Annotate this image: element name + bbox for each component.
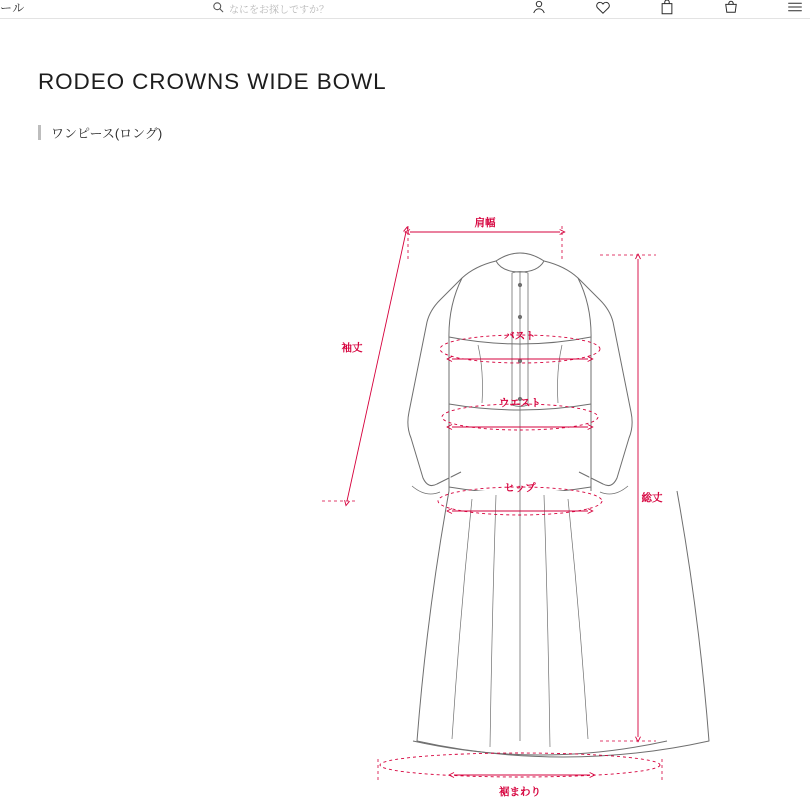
menu-icon[interactable] [786, 0, 804, 16]
dress-outline [408, 253, 709, 757]
category-label-row [38, 123, 162, 142]
search-icon [212, 1, 224, 16]
measure-hem [378, 753, 662, 781]
header-icon-group [530, 0, 804, 16]
label-hip: ヒップ [504, 482, 536, 494]
browser-top-bar [0, 0, 810, 19]
shopping-bag-icon[interactable] [658, 0, 676, 16]
measure-shoulder [408, 226, 562, 261]
account-icon[interactable] [530, 0, 548, 16]
label-bust: バスト [504, 330, 536, 342]
label-shoulder: 肩幅 [474, 217, 496, 229]
label-sleeve: 袖丈 [341, 342, 363, 354]
back-label[interactable]: ール [0, 1, 25, 15]
search-placeholder-text: なにをお探しですか？ [229, 4, 329, 16]
label-hem: 裾まわり [499, 786, 541, 798]
cart-icon[interactable] [722, 0, 740, 16]
category-label: ワンピース(ロング) [51, 126, 163, 141]
page-title: RODEO CROWNS WIDE BOWL [38, 69, 387, 94]
heart-icon[interactable] [594, 0, 612, 16]
label-waist: ウエスト [499, 397, 541, 409]
measure-sleeve [322, 232, 406, 501]
page-content [0, 19, 810, 811]
label-total-length: 総丈 [641, 492, 663, 504]
category-accent-bar [38, 125, 41, 140]
size-chart-illustration [300, 189, 780, 809]
search-input[interactable] [212, 0, 329, 16]
